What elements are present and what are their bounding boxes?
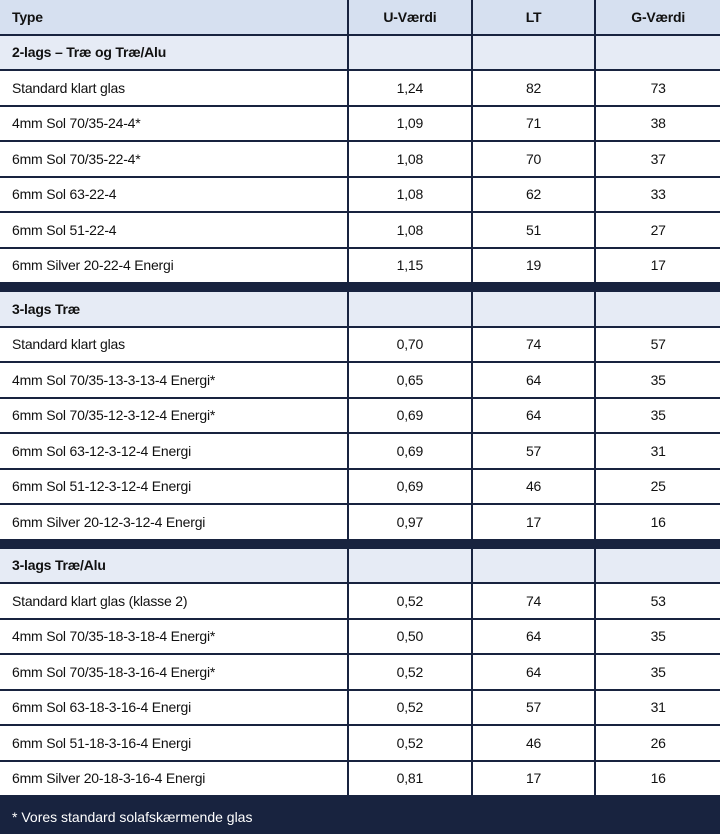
value-cell: 17	[596, 249, 720, 283]
glass-type-cell: 6mm Sol 70/35-12-3-12-4 Energi*	[0, 399, 347, 433]
glass-type-cell: 4mm Sol 70/35-18-3-18-4 Energi*	[0, 620, 347, 654]
section-title: 2-lags – Træ og Træ/Alu	[0, 36, 347, 70]
value-cell: 64	[473, 655, 595, 689]
value-cell: 0,81	[349, 762, 471, 796]
glass-type-cell: 6mm Silver 20-22-4 Energi	[0, 249, 347, 283]
section-header-row	[0, 292, 720, 326]
value-cell: 0,52	[349, 655, 471, 689]
section-title: 3-lags Træ/Alu	[0, 549, 347, 583]
footnote: * Vores standard solafskærmende glas	[12, 809, 253, 825]
column-header: G-Værdi	[596, 0, 720, 34]
value-cell: 27	[596, 213, 720, 247]
glass-type-cell: 6mm Sol 63-12-3-12-4 Energi	[0, 434, 347, 468]
section-cell	[596, 36, 720, 70]
value-cell: 0,69	[349, 399, 471, 433]
table-row	[0, 399, 720, 433]
glass-type-cell: 6mm Sol 51-22-4	[0, 213, 347, 247]
value-cell: 1,24	[349, 71, 471, 105]
section-cell	[349, 36, 471, 70]
table-row	[0, 107, 720, 141]
value-cell: 82	[473, 71, 595, 105]
table-row	[0, 213, 720, 247]
value-cell: 62	[473, 178, 595, 212]
value-cell: 16	[596, 762, 720, 796]
table-row	[0, 328, 720, 362]
glass-type-cell: 6mm Sol 70/35-22-4*	[0, 142, 347, 176]
column-header: Type	[0, 0, 347, 34]
value-cell: 0,97	[349, 505, 471, 539]
glass-type-cell: 6mm Silver 20-18-3-16-4 Energi	[0, 762, 347, 796]
value-cell: 46	[473, 470, 595, 504]
value-cell: 25	[596, 470, 720, 504]
table-row	[0, 363, 720, 397]
value-cell: 0,52	[349, 584, 471, 618]
value-cell: 1,08	[349, 142, 471, 176]
value-cell: 1,08	[349, 213, 471, 247]
value-cell: 73	[596, 71, 720, 105]
table-header-row	[0, 0, 720, 34]
value-cell: 19	[473, 249, 595, 283]
column-header: LT	[473, 0, 595, 34]
table-row	[0, 620, 720, 654]
value-cell: 74	[473, 584, 595, 618]
table-row	[0, 434, 720, 468]
section-cell	[349, 549, 471, 583]
value-cell: 0,69	[349, 470, 471, 504]
value-cell: 1,08	[349, 178, 471, 212]
value-cell: 64	[473, 620, 595, 654]
table-row	[0, 726, 720, 760]
glass-type-cell: 6mm Sol 51-18-3-16-4 Energi	[0, 726, 347, 760]
value-cell: 57	[473, 434, 595, 468]
value-cell: 0,70	[349, 328, 471, 362]
value-cell: 17	[473, 762, 595, 796]
value-cell: 31	[596, 434, 720, 468]
section-cell	[473, 292, 595, 326]
value-cell: 57	[473, 691, 595, 725]
section-cell	[349, 292, 471, 326]
value-cell: 17	[473, 505, 595, 539]
table-row	[0, 762, 720, 796]
value-cell: 38	[596, 107, 720, 141]
value-cell: 26	[596, 726, 720, 760]
table-row	[0, 142, 720, 176]
glass-type-cell: 6mm Sol 70/35-18-3-16-4 Energi*	[0, 655, 347, 689]
value-cell: 0,52	[349, 726, 471, 760]
table-row	[0, 691, 720, 725]
section-cell	[473, 549, 595, 583]
value-cell: 0,50	[349, 620, 471, 654]
value-cell: 64	[473, 363, 595, 397]
value-cell: 35	[596, 363, 720, 397]
value-cell: 71	[473, 107, 595, 141]
section-title: 3-lags Træ	[0, 292, 347, 326]
table-row	[0, 505, 720, 539]
glass-type-cell: 6mm Sol 63-22-4	[0, 178, 347, 212]
value-cell: 31	[596, 691, 720, 725]
glass-type-cell: 4mm Sol 70/35-13-3-13-4 Energi*	[0, 363, 347, 397]
value-cell: 0,65	[349, 363, 471, 397]
value-cell: 35	[596, 655, 720, 689]
section-cell	[596, 549, 720, 583]
glass-type-cell: 4mm Sol 70/35-24-4*	[0, 107, 347, 141]
value-cell: 0,52	[349, 691, 471, 725]
value-cell: 70	[473, 142, 595, 176]
table-row	[0, 249, 720, 283]
value-cell: 37	[596, 142, 720, 176]
value-cell: 46	[473, 726, 595, 760]
value-cell: 51	[473, 213, 595, 247]
value-cell: 33	[596, 178, 720, 212]
value-cell: 16	[596, 505, 720, 539]
glass-type-cell: Standard klart glas	[0, 71, 347, 105]
glass-type-cell: 6mm Sol 51-12-3-12-4 Energi	[0, 470, 347, 504]
glass-type-cell: 6mm Sol 63-18-3-16-4 Energi	[0, 691, 347, 725]
glass-type-cell: Standard klart glas	[0, 328, 347, 362]
table-row	[0, 178, 720, 212]
value-cell: 1,15	[349, 249, 471, 283]
section-cell	[596, 292, 720, 326]
value-cell: 0,69	[349, 434, 471, 468]
value-cell: 1,09	[349, 107, 471, 141]
section-header-row	[0, 549, 720, 583]
value-cell: 74	[473, 328, 595, 362]
value-cell: 64	[473, 399, 595, 433]
table-row	[0, 584, 720, 618]
glass-type-cell: 6mm Silver 20-12-3-12-4 Energi	[0, 505, 347, 539]
value-cell: 57	[596, 328, 720, 362]
value-cell: 35	[596, 399, 720, 433]
table-row	[0, 71, 720, 105]
value-cell: 53	[596, 584, 720, 618]
section-cell	[473, 36, 595, 70]
table-row	[0, 655, 720, 689]
column-header: U-Værdi	[349, 0, 471, 34]
table-row	[0, 470, 720, 504]
value-cell: 35	[596, 620, 720, 654]
glass-type-cell: Standard klart glas (klasse 2)	[0, 584, 347, 618]
section-header-row	[0, 36, 720, 70]
